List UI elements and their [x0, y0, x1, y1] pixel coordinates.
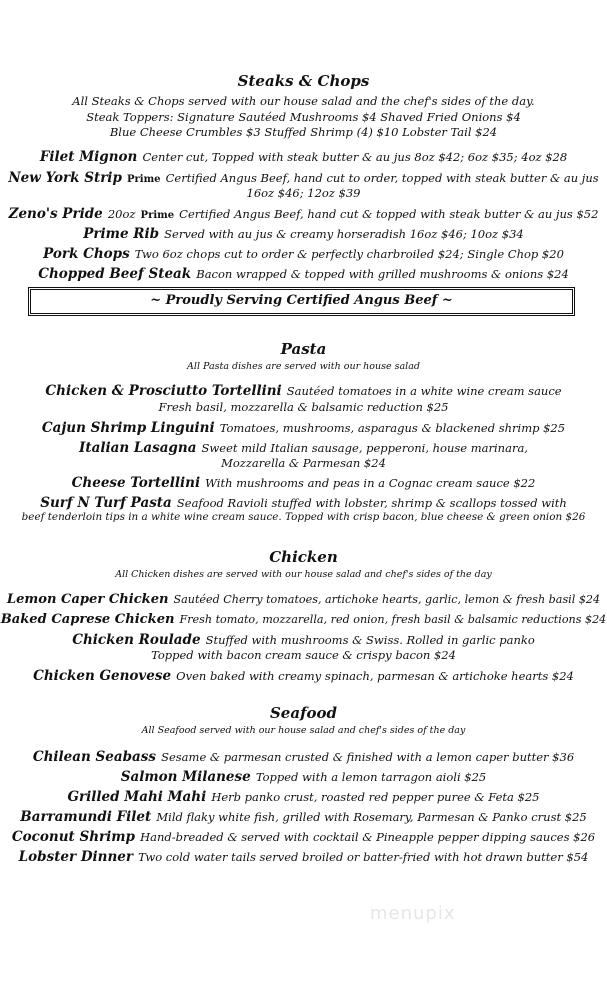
menu-item-coconut-shrimp — [0, 826, 607, 845]
item-name: Barramundi Filet — [20, 809, 152, 825]
menu-item-surf-n-turf-pasta — [0, 492, 607, 511]
menu-item-zenos-pride — [0, 203, 607, 222]
item-name: Surf N Turf Pasta — [40, 495, 172, 511]
menu-item-grilled-mahi-mahi — [0, 786, 607, 805]
item-desc: Tomatoes, mushrooms, asparagus & blackened shrimp $25 — [219, 421, 566, 435]
item-desc: Topped with a lemon tarragon aioli $25 — [255, 770, 487, 784]
section-title-pasta: Pasta — [280, 340, 327, 358]
item-desc-continued: 16oz $46; 12oz $39 — [246, 186, 361, 200]
item-name: Chilean Seabass — [32, 749, 156, 765]
steak-toppers-line-2: Blue Cheese Crumbles $3 Stuffed Shrimp (4) $10 Lobster Tail $24 — [109, 125, 498, 139]
item-size: 20oz — [107, 207, 136, 221]
angus-beef-banner: ~ Proudly Serving Certified Angus Beef ~ — [28, 287, 575, 316]
item-desc: Center cut, Topped with steak butter & au jus 8oz $42; 6oz $35; 4oz $28 — [142, 150, 568, 164]
menu-item-new-york-strip — [0, 167, 607, 186]
menu-item-chicken-prosciutto-tortellini — [0, 380, 607, 399]
item-desc: Certified Angus Beef, hand cut to order, topped with steak butter & au jus — [165, 171, 599, 185]
item-name: Salmon Milanese — [120, 769, 251, 785]
item-desc: With mushrooms and peas in a Cognac cream sauce $22 — [205, 476, 536, 490]
item-name: Lemon Caper Chicken — [6, 592, 169, 607]
section-title-steaks: Steaks & Chops — [237, 72, 370, 90]
section-title-chicken: Chicken — [269, 548, 338, 566]
item-name: Lobster Dinner — [18, 849, 133, 865]
menu-item-chilean-seabass — [0, 746, 607, 765]
item-name: Chopped Beef Steak — [38, 266, 192, 282]
menu-item-barramundi-filet — [0, 806, 607, 825]
section-intro-pasta: All Pasta dishes are served with our house salad — [187, 361, 420, 372]
item-desc-continued: beef tenderloin tips in a white wine cream sauce. Topped with crisp bacon, blue cheese & green onion $26 — [21, 511, 586, 523]
item-desc-continued: Fresh basil, mozzarella & balsamic reduction $25 — [158, 400, 449, 414]
menu-item-lemon-caper-chicken — [0, 589, 607, 607]
prime-label: Prime — [126, 174, 161, 185]
item-name: Chicken Roulade — [72, 632, 201, 648]
menu-item-salmon-milanese — [0, 766, 607, 785]
item-desc: Fresh tomato, mozzarella, red onion, fresh basil & balsamic reductions $24 — [179, 613, 607, 626]
item-desc: Served with au jus & creamy horseradish 16oz $46; 10oz $34 — [164, 227, 524, 241]
item-name: Baked Caprese Chicken — [0, 612, 175, 627]
item-name: Prime Rib — [83, 226, 160, 242]
section-intro-steaks: All Steaks & Chops served with our house salad and the chef's sides of the day. — [72, 94, 535, 108]
section-intro-seafood: All Seafood served with our house salad and chef's sides of the day — [141, 725, 466, 736]
item-desc: Sautéed tomatoes in a white wine cream sauce — [286, 384, 562, 398]
item-desc: Mild flaky white fish, grilled with Rosemary, Parmesan & Panko crust $25 — [156, 810, 587, 824]
menu-item-cheese-tortellini — [0, 472, 607, 491]
menu-item-italian-lasagna — [0, 437, 607, 456]
item-name: Coconut Shrimp — [11, 829, 135, 845]
item-desc: Sesame & parmesan crusted & finished with a lemon caper butter $36 — [161, 750, 575, 764]
item-desc: Sautéed Cherry tomatoes, artichoke hearts, garlic, lemon & fresh basil $24 — [173, 593, 601, 606]
menu-item-chopped-beef-steak — [0, 263, 607, 282]
menu-item-chicken-roulade — [0, 629, 607, 648]
item-desc: Two 6oz chops cut to order & perfectly charbroiled $24; Single Chop $20 — [134, 247, 564, 261]
item-name: Chicken Genovese — [33, 668, 172, 684]
section-title-seafood: Seafood — [269, 704, 338, 722]
item-desc: Oven baked with creamy spinach, parmesan & artichoke hearts $24 — [176, 669, 574, 683]
item-name: Pork Chops — [43, 246, 130, 262]
item-name: New York Strip — [8, 170, 122, 186]
item-name: Grilled Mahi Mahi — [67, 789, 207, 805]
menu-item-chicken-genovese — [0, 665, 607, 684]
item-name: Cheese Tortellini — [71, 475, 201, 491]
menu-item-baked-caprese-chicken — [0, 609, 607, 627]
menu-item-cajun-shrimp-linguini — [0, 417, 607, 436]
item-name: Chicken & Prosciutto Tortellini — [45, 383, 282, 399]
menu-item-prime-rib — [0, 223, 607, 242]
menu-item-lobster-dinner — [0, 846, 607, 865]
item-desc-continued: Mozzarella & Parmesan $24 — [221, 456, 386, 470]
item-desc: Herb panko crust, roasted red pepper puree & Feta $25 — [211, 790, 540, 804]
item-desc: Seafood Ravioli stuffed with lobster, shrimp & scallops tossed with — [176, 496, 567, 510]
menu-item-filet-mignon — [0, 146, 607, 165]
item-name: Italian Lasagna — [79, 440, 197, 456]
steak-toppers-line-1: Steak Toppers: Signature Sautéed Mushrooms $4 Shaved Fried Onions $4 — [86, 110, 521, 124]
prime-label: Prime — [140, 210, 175, 221]
item-desc: Hand-breaded & served with cocktail & Pineapple pepper dipping sauces $26 — [140, 830, 596, 844]
item-desc: Stuffed with mushrooms & Swiss. Rolled in garlic panko — [205, 633, 535, 647]
item-desc: Certified Angus Beef, hand cut & topped with steak butter & au jus $52 — [179, 207, 599, 221]
section-intro-chicken: All Chicken dishes are served with our house salad and chef's sides of the day — [115, 569, 492, 580]
item-desc: Two cold water tails served broiled or batter-fried with hot drawn butter $54 — [138, 850, 589, 864]
item-name: Zeno's Pride — [8, 206, 103, 222]
item-name: Filet Mignon — [39, 149, 138, 165]
item-desc: Bacon wrapped & topped with grilled mushrooms & onions $24 — [196, 267, 569, 281]
menu-item-pork-chops — [0, 243, 607, 262]
item-name: Cajun Shrimp Linguini — [41, 420, 215, 436]
item-desc: Sweet mild Italian sausage, pepperoni, house marinara, — [201, 441, 528, 455]
item-desc-continued: Topped with bacon cream sauce & crispy bacon $24 — [151, 648, 456, 662]
menupix-watermark: menupix — [370, 903, 456, 924]
